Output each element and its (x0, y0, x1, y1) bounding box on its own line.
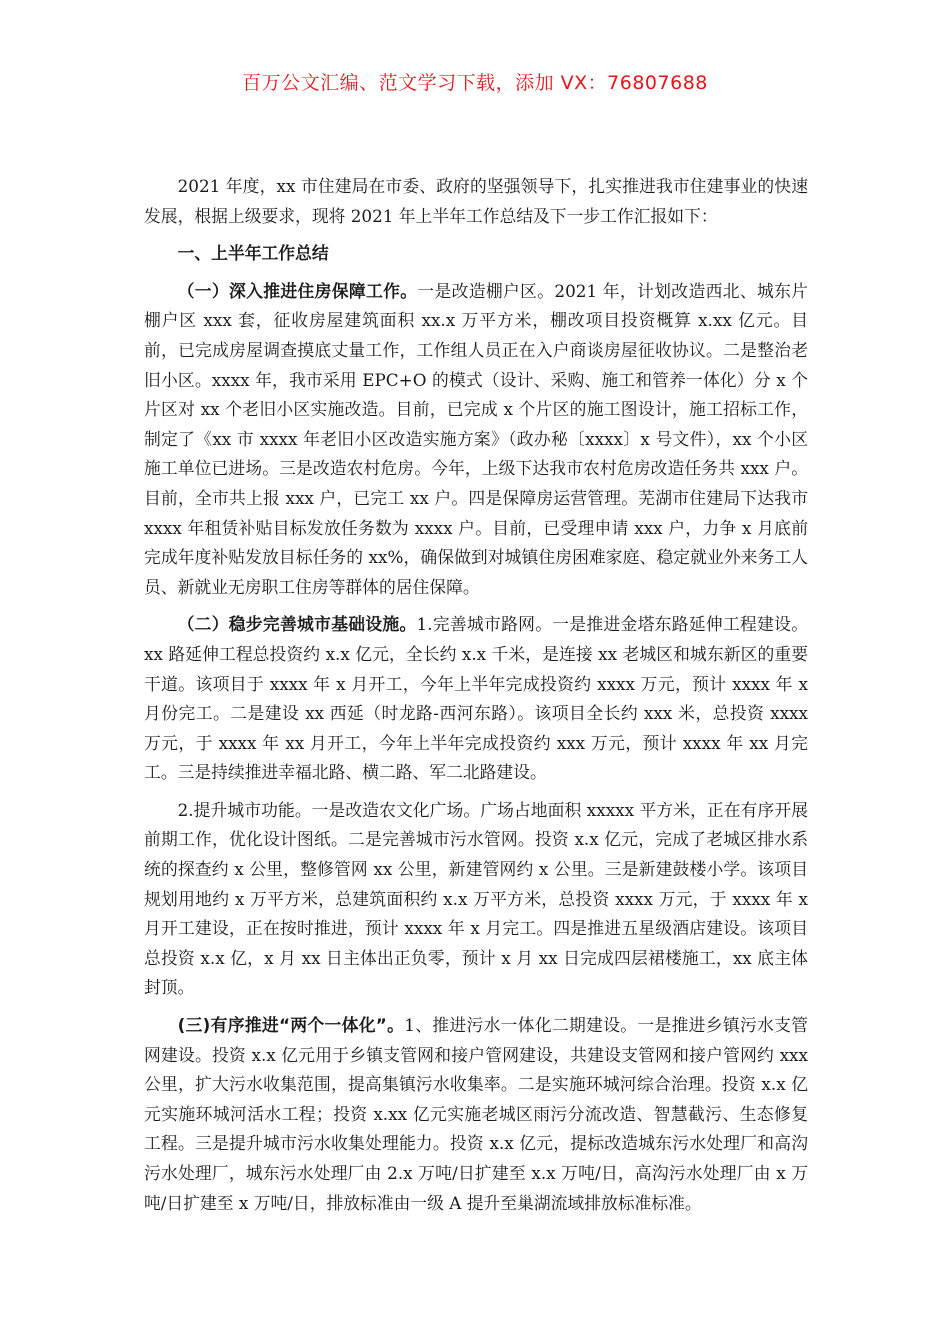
paragraph-housing-title: （一）深入推进住房保障工作。 (177, 280, 418, 301)
intro-paragraph: 2021 年度，xx 市住建局在市委、政府的坚强领导下，扎实推进我市住建事业的快速发展，根据上级要求，现将 2021 年上半年工作总结及下一步工作汇报如下： (144, 176, 808, 226)
watermark-banner: 百万公文汇编、范文学习下载，添加 VX：76807688 (242, 72, 708, 94)
paragraph-infrastructure-body: 1.完善城市路网。一是推进金塔东路延伸工程建设。xx 路延伸工程总投资约 x.x 亿元，全长约 x.x 千米，是连接 xx 老城区和城东新区的重要干道。该项目于 xxxx 年 x 月开工，今年上半年完成投资约 xxxx 万元，预计 xxxx 年 x 月份完工。二是建设 xx 西延（时龙路-西河东路）。该项目全长约 xxx 米，总投资 xxxx 万元，于 xxxx 年 xx 月开工，今年上半年完成投资约 xxx 万元，预计 xxxx 年 xx 月完工。三是持续推进幸福北路、横二路、军二北路建设。 (144, 614, 808, 783)
paragraph-integration-body: 1、推进污水一体化二期建设。一是推进乡镇污水支管网建设。投资 x.x 亿元用于乡镇支管网和接户管网建设，共建设支管网和接户管网约 xxx 公里，扩大污水收集范围，提高集镇污水收集率。二是实施环城河综合治理。投资 x.x 亿元实施环城河活水工程；投资 x.xx 亿元实施老城区雨污分流改造、智慧截污、生态修复工程。三是提升城市污水收集处理能力。投资 x.x 亿元，提标改造城东污水处理厂和高沟污水处理厂，城东污水处理厂由 2.x 万吨/日扩建至 x.x 万吨/日，高沟污水处理厂由 x 万吨/日扩建至 x 万吨/日，排放标准由一级 A 提升至巢湖流域排放标准标准。 (144, 1015, 808, 1213)
paragraph-city-functions: 2.提升城市功能。一是改造农文化广场。广场占地面积 xxxxx 平方米，正在有序开展前期工作，优化设计图纸。二是完善城市污水管网。投资 x.x 亿元，完成了老城区排水系统的探查约 x 公里，整修管网 xx 公里，新建管网约 x 公里。三是新建鼓楼小学。该项目规划用地约 x 万平方米，总建筑面积约 x.x 万平方米，总投资 xxxx 万元，于 xxxx 年 x 月开工建设，正在按时推进，预计 xxxx 年 x 月完工。四是推进五星级酒店建设。该项目总投资 x.x 亿，x 月 xx 日主体出正负零，预计 x 月 xx 日完成四层裙楼施工，xx 底主体封顶。 (144, 799, 808, 998)
paragraph-housing-body: 一是改造棚户区。2021 年，计划改造西北、城东片棚户区 xxx 套，征收房屋建筑面积 xx.x 万平方米，棚改项目投资概算 x.xx 亿元。目前，已完成房屋调查摸底丈量工作，工作组人员正在入户商谈房屋征收协议。二是整治老旧小区。xxxx 年，我市采用 EPC+O 的模式（设计、采购、施工和管养一体化）分 x 个片区对 xx 个老旧小区实施改造。目前，已完成 x 个片区的施工图设计，施工招标工作，制定了《xx 市 xxxx 年老旧小区改造实施方案》（政办秘〔xxxx〕x 号文件），xx 个小区施工单位已进场。三是改造农村危房。今年，上级下达我市农村危房改造任务共 xxx 户。目前，全市共上报 xxx 户，已完工 xx 户。四是保障房运营管理。芜湖市住建局下达我市 xxxx 年租赁补贴目标发放任务数为 xxxx 户。目前，已受理申请 xxx 户，力争 x 月底前完成年度补贴发放目标任务的 xx%，确保做到对城镇住房困难家庭、稳定就业外来务工人员、新就业无房职工住房等群体的居住保障。 (144, 280, 808, 597)
paragraph-integration-title: (三)有序推进“两个一体化”。 (177, 1015, 405, 1036)
paragraph-housing (144, 277, 808, 603)
paragraph-integration (144, 1011, 808, 1218)
paragraph-infrastructure (144, 610, 808, 788)
section-heading: 一、上半年工作总结 (177, 243, 329, 264)
paragraph-infrastructure-title: （二）稳步完善城市基础设施。 (177, 614, 417, 635)
document-body (144, 172, 808, 1226)
